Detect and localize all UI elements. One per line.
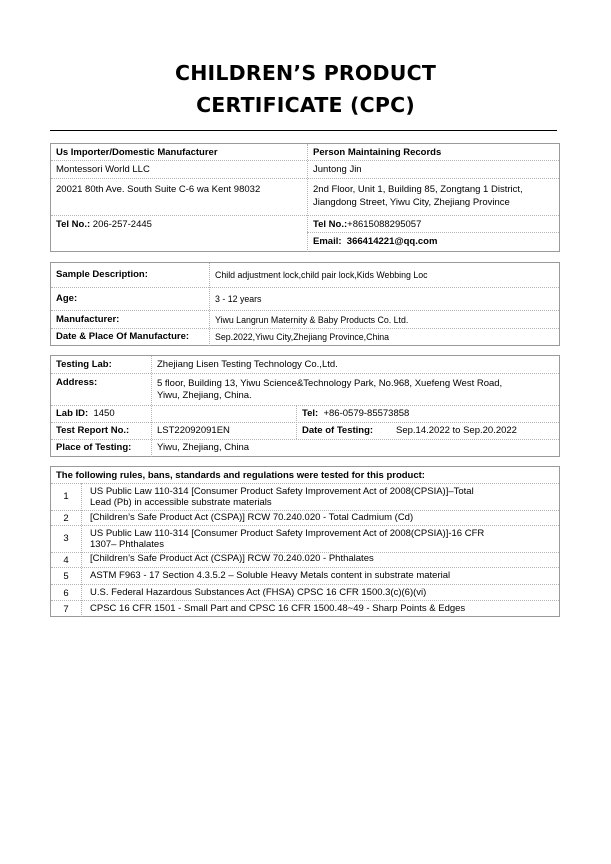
lab-tel-label: Tel: xyxy=(302,408,319,419)
importer-section xyxy=(50,143,560,252)
importer-tel-value: 206-257-2445 xyxy=(90,219,152,230)
date-place-value: Sep.2022,Yiwu City,Zhejiang Province,China xyxy=(215,332,390,342)
records-contact-name: Juntong Jin xyxy=(313,164,362,175)
age-label: Age: xyxy=(56,293,78,304)
lab-tel-value: +86-0579-85573858 xyxy=(323,408,410,419)
importer-tel-label: Tel No.: xyxy=(56,219,91,230)
importer-address: 20021 80th Ave. South Suite C-6 wa Kent 98032 xyxy=(56,184,261,195)
regulation-number: 1 xyxy=(63,491,69,502)
regulation-number: 3 xyxy=(63,533,69,544)
regulation-text: U.S. Federal Hazardous Substances Act (FHSA) CPSC 16 CFR 1500.3(c)(6)(vi) xyxy=(90,587,427,598)
date-place-label: Date & Place Of Manufacture: xyxy=(56,331,190,342)
manufacturer-value: Yiwu Langrun Maternity & Baby Products Co. Ltd. xyxy=(215,315,409,325)
testing-date-label: Date of Testing: xyxy=(302,425,374,436)
testing-lab-label: Testing Lab: xyxy=(56,359,112,370)
sample-description-label: Sample Description: xyxy=(56,269,148,280)
lab-tel xyxy=(302,408,409,420)
age-value: 3 - 12 years xyxy=(215,294,262,304)
records-email-value[interactable]: 366414221@qq.com xyxy=(346,236,438,247)
regulations-header: The following rules, bans, standards and regulations were tested for this product: xyxy=(56,470,425,481)
records-tel xyxy=(313,219,421,231)
records-address-line1: 2nd Floor, Unit 1, Building 85, Zongtang 1 District, xyxy=(313,184,523,195)
importer-header: Us Importer/Domestic Manufacturer xyxy=(56,147,218,158)
lab-address-line2: Yiwu, Zhejiang, China. xyxy=(157,390,252,401)
regulation-text-cont: Lead (Pb) in accessible substrate materials xyxy=(90,497,272,508)
report-no-value: LST22092091EN xyxy=(157,425,230,436)
lab-id-value: 1450 xyxy=(93,408,115,419)
regulation-number: 6 xyxy=(63,588,69,599)
report-no-label: Test Report No.: xyxy=(56,425,130,436)
records-tel-label: Tel No.: xyxy=(313,219,348,230)
place-of-testing-value: Yiwu, Zhejiang, China xyxy=(157,442,250,453)
regulation-number: 4 xyxy=(63,555,69,566)
regulations-section xyxy=(50,466,560,617)
importer-tel xyxy=(56,219,152,231)
sample-description-value: Child adjustment lock,child pair lock,Kids Webbing Loc xyxy=(215,270,428,280)
regulation-text: ASTM F963 - 17 Section 4.3.5.2 – Soluble Heavy Metals content in substrate material xyxy=(90,570,451,581)
document-title-line1: CHILDREN’S PRODUCT xyxy=(174,61,437,85)
importer-company: Montessori World LLC xyxy=(56,164,150,175)
records-email xyxy=(313,236,437,248)
lab-address-line1: 5 floor, Building 13, Yiwu Science&Technology Park, No.968, Xuefeng West Road, xyxy=(157,378,503,389)
records-header: Person Maintaining Records xyxy=(313,147,442,158)
place-of-testing-label: Place of Testing: xyxy=(56,442,132,453)
testing-date-value: Sep.14.2022 to Sep.20.2022 xyxy=(396,425,517,436)
records-email-label: Email: xyxy=(313,236,342,247)
regulation-number: 2 xyxy=(63,513,69,524)
regulation-text: [Children’s Safe Product Act (CSPA)] RCW 70.240.020 - Phthalates xyxy=(90,553,374,564)
sample-section xyxy=(50,262,560,346)
document-title-line2: CERTIFICATE (CPC) xyxy=(196,93,415,117)
records-tel-value: +8615088295057 xyxy=(347,219,422,230)
lab-id xyxy=(56,408,115,420)
regulation-text-cont: 1307– Phthalates xyxy=(90,539,164,550)
regulation-text: US Public Law 110-314 [Consumer Product Safety Improvement Act of 2008(CPSIA)]–Total xyxy=(90,486,474,497)
regulation-text: [Children’s Safe Product Act (CSPA)] RCW 70.240.020 - Total Cadmium (Cd) xyxy=(90,512,414,523)
regulation-text: CPSC 16 CFR 1501 - Small Part and CPSC 16 CFR 1500.48~49 - Sharp Points & Edges xyxy=(90,603,466,614)
title-divider xyxy=(50,130,557,131)
manufacturer-label: Manufacturer: xyxy=(56,314,120,325)
testing-section xyxy=(50,355,560,457)
lab-address-label: Address: xyxy=(56,377,98,388)
regulation-number: 7 xyxy=(63,604,69,615)
records-address-line2: Jiangdong Street, Yiwu City, Zhejiang Province xyxy=(313,197,510,208)
regulation-text: US Public Law 110-314 [Consumer Product Safety Improvement Act of 2008(CPSIA)]-16 CFR xyxy=(90,528,485,539)
testing-lab-value: Zhejiang Lisen Testing Technology Co.,Ltd. xyxy=(157,359,338,370)
lab-id-label: Lab ID: xyxy=(56,408,89,419)
regulation-number: 5 xyxy=(63,571,69,582)
